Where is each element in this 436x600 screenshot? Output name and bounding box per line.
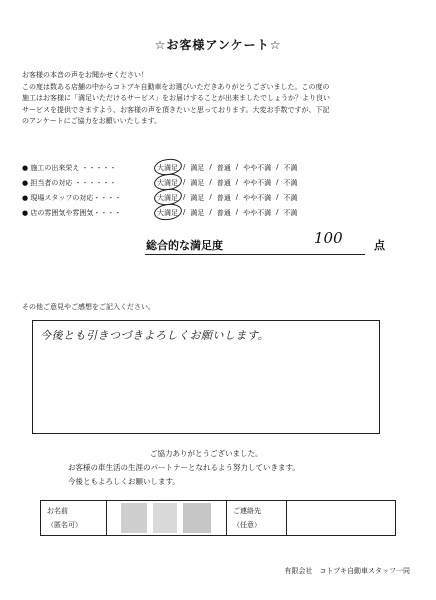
rating-option[interactable]: 大満足 [157,193,178,203]
rating-separator: / [276,178,279,186]
rating-label: ● 店の雰囲気や雰囲気・・・・ [22,209,122,217]
name-field[interactable] [107,501,227,535]
rating-separator: / [183,163,186,171]
rating-option[interactable]: 満足 [190,179,205,187]
rating-option[interactable]: 普通 [216,194,231,202]
rating-option[interactable]: 満足 [190,194,205,202]
survey-title: ☆お客様アンケート☆ [154,38,282,52]
rating-option[interactable]: 大満足 [157,163,178,173]
name-note: （匿名可） [47,521,82,529]
rating-separator: / [276,193,279,201]
rating-separator: / [183,193,186,201]
rating-label: ● 担当者の対応 ・・・・・・ [22,179,117,187]
rating-separator: / [209,163,212,171]
rating-option[interactable]: やや不満 [243,209,272,217]
tel-label: ご連絡先 [233,507,261,515]
closing-message [0,447,436,489]
closing-line: 今後ともよろしくお願いします。 [68,477,180,486]
rating-row [22,177,420,189]
intro-line: サービスを提供できますよう、お客様の声を頂きたいと思っております。大変お手数ですが、下記 [22,105,330,114]
comments-label: その他ご意見やご感想をご記入ください。 [22,303,155,311]
closing-line: ご協力ありがとうございました。 [150,449,263,458]
rating-separator: / [235,163,239,171]
rating-separator: / [183,178,186,186]
overall-underline [145,254,365,255]
overall-unit: 点 [374,239,385,252]
rating-separator: / [276,163,279,171]
closing-line: お客様の車生活の生涯のパートナーとなれるよう努力していきます。 [68,463,300,472]
rating-option[interactable]: やや不満 [243,179,272,187]
rating-label: ● 現場スタッフの対応・・・・ [22,194,122,202]
intro-line: この度は数ある店舗の中からコトブキ自動車をお選びいただきありがとうございました。この度の [22,82,330,91]
redaction-block [153,503,177,533]
rating-option[interactable]: やや不満 [243,164,272,172]
redaction-block [183,503,211,533]
tel-label-cell [227,501,287,535]
rating-separator: / [209,178,212,186]
rating-option[interactable]: 大満足 [157,178,178,188]
tel-note: （任意） [233,521,261,529]
rating-option[interactable]: 不満 [283,179,298,187]
rating-separator: / [235,208,239,216]
overall-score[interactable]: 100 [314,229,343,247]
name-label-cell [41,501,107,535]
rating-options [157,178,420,188]
contact-table [40,500,396,536]
rating-row [22,207,420,219]
rating-option[interactable]: 満足 [190,209,205,217]
rating-options [157,193,420,203]
selected-circle-mark [153,202,186,222]
rating-label: ● 施工の出来栄え ・・・・・ [22,164,117,172]
rating-separator: / [235,193,239,201]
rating-option[interactable]: 不満 [283,194,298,202]
rating-option[interactable]: 不満 [283,164,298,172]
intro-line: お客様の本音の声をお聞かせください！ [22,71,148,79]
rating-separator: / [209,208,212,216]
signature: 有限会社 コトブキ自動車スタッフ一同 [284,567,410,575]
rating-option[interactable]: 普通 [216,209,231,217]
rating-option[interactable]: 普通 [216,164,231,172]
rating-options [157,208,420,218]
intro-line: のアンケートにご協力をお願いいたします。 [22,117,162,126]
rating-row [22,162,420,174]
rating-option[interactable]: 大満足 [157,208,178,218]
intro-line: 施工はお客様に「満足いただけるサービス」をお届けすることが出来ましたでしょうか？より良い [22,94,330,103]
overall-label: 総合的な満足度 [146,239,223,252]
rating-separator: / [209,193,212,201]
rating-option[interactable]: 満足 [190,164,205,172]
rating-separator: / [276,208,279,216]
rating-separator: / [235,178,239,186]
rating-option[interactable]: 普通 [216,179,231,187]
rating-separator: / [183,208,186,216]
tel-field[interactable] [287,501,395,535]
name-label: お名前 [47,507,68,515]
rating-row [22,192,420,204]
intro-text [22,70,418,128]
redaction-block [121,503,147,533]
rating-option[interactable]: 不満 [283,209,298,217]
rating-option[interactable]: やや不満 [243,194,272,202]
rating-options [157,163,420,173]
comment-text: 今後とも引きつづきよろしくお願いします。 [40,329,270,342]
